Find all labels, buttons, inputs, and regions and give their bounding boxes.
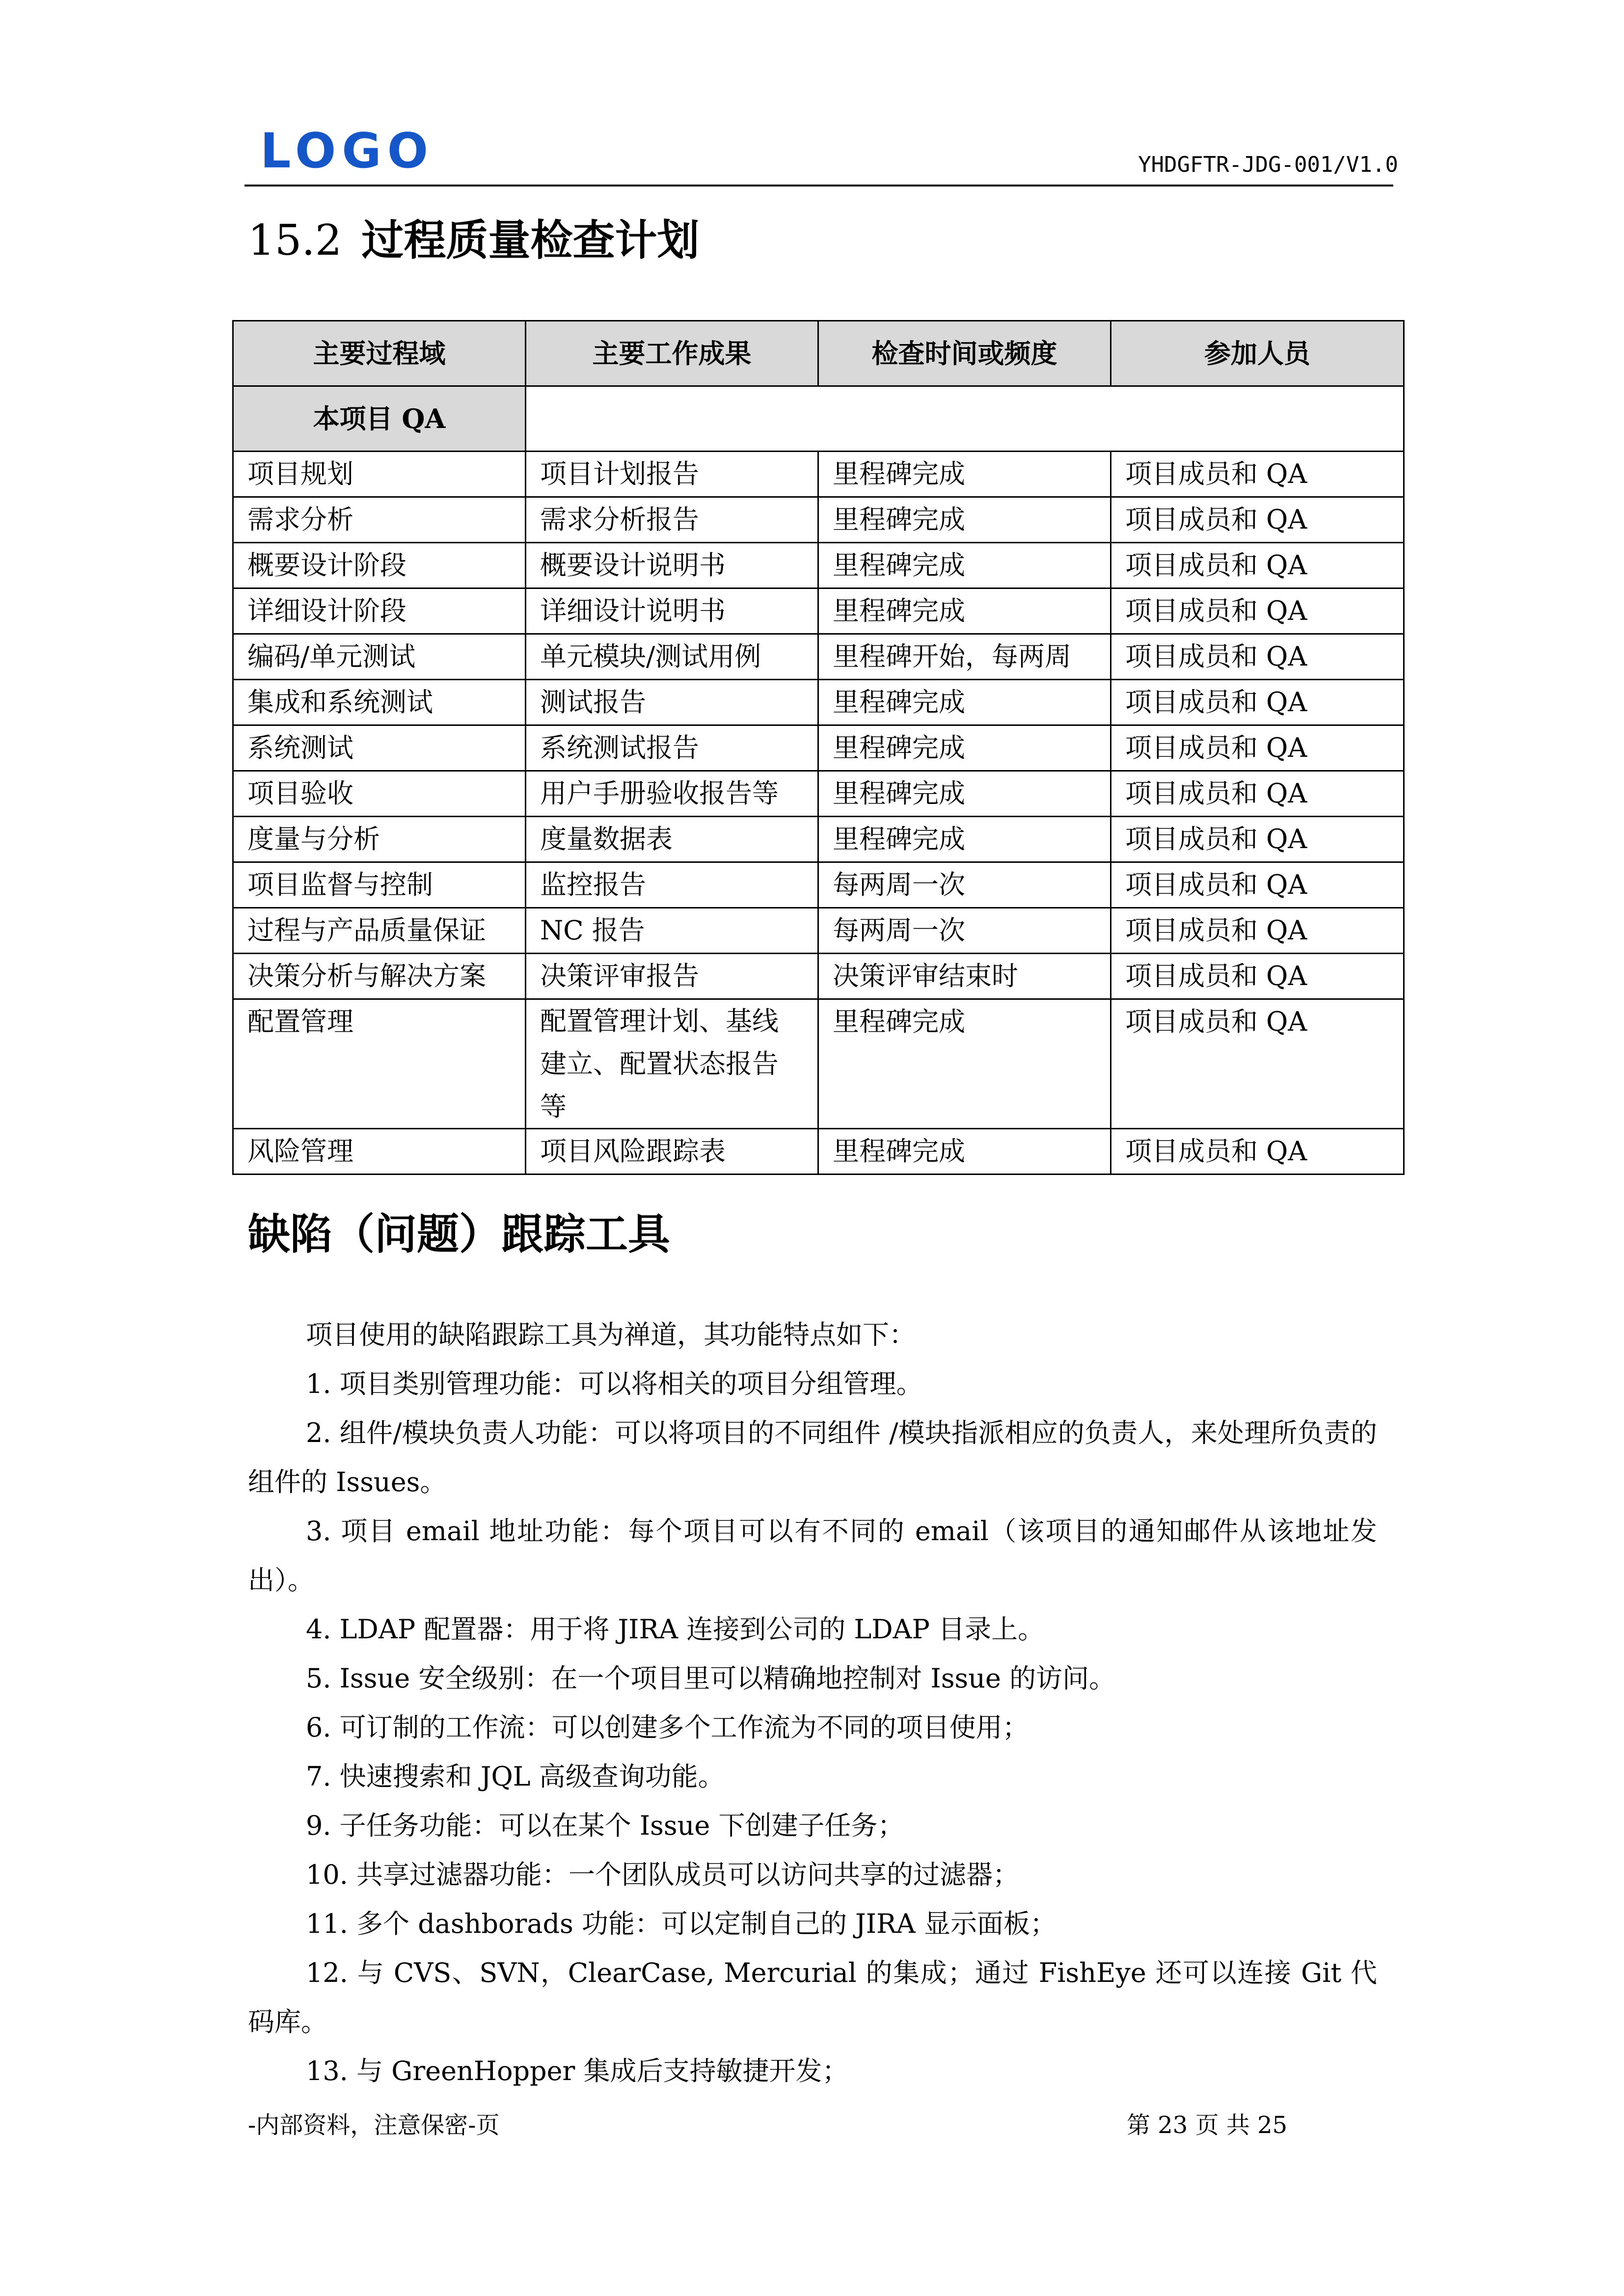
feature-paragraph: 3. 项目 email 地址功能：每个项目可以有不同的 email（该项目的通知邮件从该地址发出）。 — [248, 1516, 1377, 1596]
table-row — [233, 908, 1404, 954]
table-cell: 里程碑完成 — [818, 771, 1111, 817]
company-logo: LOGO — [260, 123, 434, 179]
table-row — [233, 634, 1404, 680]
quality-check-plan-table — [232, 320, 1405, 1175]
defect-tool-heading: 缺陷（问题）跟踪工具 — [248, 1209, 670, 1259]
table-row — [233, 862, 1404, 908]
table-cell: 里程碑完成 — [818, 725, 1111, 771]
table-cell: 详细设计说明书 — [526, 588, 818, 634]
table-cell: 决策分析与解决方案 — [233, 954, 526, 999]
table-row — [233, 543, 1404, 588]
feature-paragraph: 10. 共享过滤器功能：一个团队成员可以访问共享的过滤器； — [306, 1859, 1020, 1890]
table-row — [233, 954, 1404, 999]
table-cell: 集成和系统测试 — [233, 680, 526, 725]
table-cell: 项目规划 — [233, 452, 526, 497]
table-cell: 概要设计阶段 — [233, 543, 526, 588]
table-cell: 项目成员和 QA — [1111, 999, 1404, 1129]
table-cell: 项目成员和 QA — [1111, 771, 1404, 817]
feature-paragraph: 9. 子任务功能：可以在某个 Issue 下创建子任务； — [306, 1810, 904, 1841]
feature-paragraph: 7. 快速搜索和 JQL 高级查询功能。 — [306, 1761, 725, 1792]
document-code: YHDGFTR-JDG-001/V1.0 — [1138, 152, 1398, 177]
table-cell: 项目成员和 QA — [1111, 817, 1404, 862]
table-cell: 里程碑开始，每两周 — [818, 634, 1111, 680]
defect-tool-description — [248, 1310, 1377, 2096]
table-cell: 项目成员和 QA — [1111, 954, 1404, 999]
qa-label-cell: 本项目 QA — [233, 386, 526, 452]
table-cell: NC 报告 — [526, 908, 818, 954]
table-cell: 项目成员和 QA — [1111, 634, 1404, 680]
column-header: 主要过程域 — [233, 321, 526, 386]
section-heading — [248, 211, 699, 270]
table-row — [233, 680, 1404, 725]
table-row — [233, 452, 1404, 497]
table-cell: 项目成员和 QA — [1111, 1129, 1404, 1175]
table-cell: 度量与分析 — [233, 817, 526, 862]
table-row — [233, 771, 1404, 817]
table-cell: 项目成员和 QA — [1111, 543, 1404, 588]
table-cell: 里程碑完成 — [818, 588, 1111, 634]
feature-paragraph: 4. LDAP 配置器：用于将 JIRA 连接到公司的 LDAP 目录上。 — [306, 1614, 1045, 1645]
feature-paragraph: 项目使用的缺陷跟踪工具为禅道，其功能特点如下： — [306, 1319, 916, 1350]
table-row — [233, 725, 1404, 771]
table-cell: 详细设计阶段 — [233, 588, 526, 634]
column-header: 参加人员 — [1111, 321, 1404, 386]
header-divider — [244, 185, 1393, 187]
table-cell: 每两周一次 — [818, 862, 1111, 908]
table-cell: 项目监督与控制 — [233, 862, 526, 908]
table-cell: 每两周一次 — [818, 908, 1111, 954]
footer-page-number: 第 23 页 共 25 — [1127, 2111, 1288, 2139]
table-row — [233, 1129, 1404, 1175]
table-cell: 决策评审报告 — [526, 954, 818, 999]
qa-row — [233, 386, 1404, 452]
table-row — [233, 497, 1404, 543]
table-cell: 过程与产品质量保证 — [233, 908, 526, 954]
table-cell: 项目成员和 QA — [1111, 452, 1404, 497]
table-row — [233, 999, 1404, 1129]
table-cell: 项目成员和 QA — [1111, 725, 1404, 771]
table-row — [233, 588, 1404, 634]
table-cell: 项目成员和 QA — [1111, 680, 1404, 725]
table-cell: 监控报告 — [526, 862, 818, 908]
table-cell: 系统测试报告 — [526, 725, 818, 771]
table-cell: 项目计划报告 — [526, 452, 818, 497]
feature-paragraph: 11. 多个 dashborads 功能：可以定制自己的 JIRA 显示面板； — [306, 1908, 1056, 1939]
feature-paragraph: 1. 项目类别管理功能：可以将相关的项目分组管理。 — [306, 1368, 923, 1399]
table-cell: 项目成员和 QA — [1111, 908, 1404, 954]
column-header: 主要工作成果 — [526, 321, 818, 386]
table-cell: 里程碑完成 — [818, 817, 1111, 862]
section-title: 过程质量检查计划 — [361, 215, 700, 265]
feature-paragraph: 12. 与 CVS、SVN，ClearCase, Mercurial 的集成；通过 FishEye 还可以连接 Git 代码库。 — [248, 1957, 1377, 2037]
table-cell: 项目成员和 QA — [1111, 588, 1404, 634]
feature-paragraph: 13. 与 GreenHopper 集成后支持敏捷开发； — [306, 2056, 849, 2086]
table-cell: 配置管理计划、基线建立、配置状态报告等 — [526, 999, 818, 1129]
table-cell: 项目验收 — [233, 771, 526, 817]
table-cell: 配置管理 — [233, 999, 526, 1129]
table-cell: 用户手册验收报告等 — [526, 771, 818, 817]
table-cell: 编码/单元测试 — [233, 634, 526, 680]
table-cell: 决策评审结束时 — [818, 954, 1111, 999]
table-cell: 需求分析 — [233, 497, 526, 543]
table-row — [233, 817, 1404, 862]
table-cell: 需求分析报告 — [526, 497, 818, 543]
feature-paragraph: 5. Issue 安全级别：在一个项目里可以精确地控制对 Issue 的访问。 — [306, 1663, 1116, 1694]
table-cell: 概要设计说明书 — [526, 543, 818, 588]
table-cell: 项目成员和 QA — [1111, 862, 1404, 908]
section-number: 15.2 — [248, 216, 342, 265]
table-cell: 里程碑完成 — [818, 999, 1111, 1129]
table-cell: 里程碑完成 — [818, 543, 1111, 588]
feature-paragraph: 6. 可订制的工作流：可以创建多个工作流为不同的项目使用； — [306, 1712, 1029, 1743]
table-cell: 里程碑完成 — [818, 452, 1111, 497]
feature-paragraph: 2. 组件/模块负责人功能：可以将项目的不同组件 /模块指派相应的负责人，来处理所负责的组件的 Issues。 — [248, 1417, 1377, 1497]
table-cell: 项目成员和 QA — [1111, 497, 1404, 543]
column-header: 检查时间或频度 — [818, 321, 1111, 386]
table-cell: 度量数据表 — [526, 817, 818, 862]
table-header-row — [233, 321, 1404, 386]
table-cell: 里程碑完成 — [818, 1129, 1111, 1175]
footer-confidential: -内部资料，注意保密-页 — [248, 2111, 500, 2139]
table-cell: 项目风险跟踪表 — [526, 1129, 818, 1175]
table-body — [233, 452, 1404, 1175]
qa-value-cell — [526, 386, 1404, 452]
table-cell: 测试报告 — [526, 680, 818, 725]
table-cell: 系统测试 — [233, 725, 526, 771]
table-cell: 单元模块/测试用例 — [526, 634, 818, 680]
table-cell: 风险管理 — [233, 1129, 526, 1175]
table-cell: 里程碑完成 — [818, 680, 1111, 725]
table-cell: 里程碑完成 — [818, 497, 1111, 543]
